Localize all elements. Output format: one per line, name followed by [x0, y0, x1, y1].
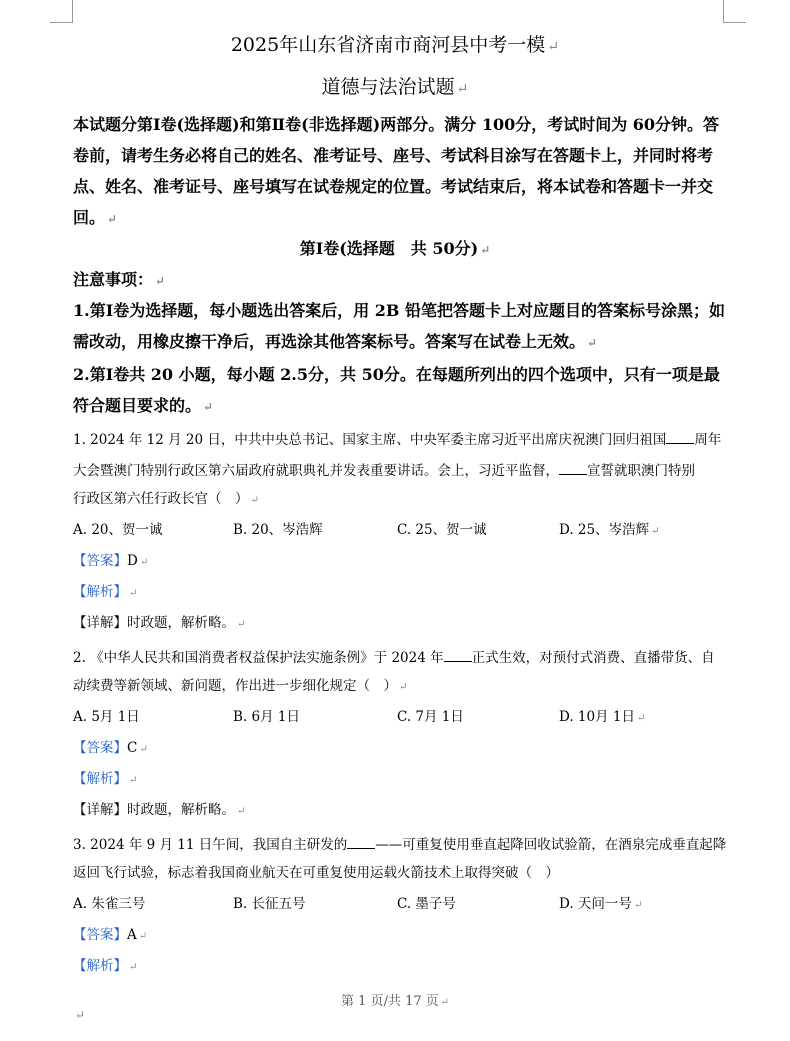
- answer-tag: 【答案】: [73, 553, 127, 569]
- option-d: D. 10月 1日 ↵: [559, 709, 646, 725]
- answer-tag: 【答案】: [73, 927, 127, 943]
- option-b: B. 长征五号: [233, 896, 306, 912]
- detail-row: 【详解】时政题，解析略。 ↵: [73, 615, 246, 631]
- page-footer: 第 1 页/共 17 页 ↵: [341, 994, 449, 1009]
- detail-row: 【详解】时政题，解析略。 ↵: [73, 802, 246, 818]
- answer-row: 【答案】D ↵: [73, 553, 149, 569]
- intro-line: 本试题分第Ⅰ卷(选择题)和第Ⅱ卷(非选择题)两部分。满分 100分，考试时间为 60分钟。答: [73, 115, 720, 134]
- notes-line: 符合题目要求的。 ↵: [73, 396, 214, 415]
- question-1-line: 行政区第六任行政长官（ ） ↵: [73, 491, 259, 507]
- exam-title: 2025年山东省济南市商河县中考一模 ↵: [230, 34, 560, 56]
- option-a: A. 20、贺一诚: [73, 522, 163, 538]
- fill-blank: [666, 431, 694, 444]
- notes-line: 2.第Ⅰ卷共 20 小题，每小题 2.5分，共 50分。在每题所列出的四个选项中，只有一项是最: [73, 365, 720, 384]
- option-b: B. 20、岑浩辉: [233, 522, 323, 538]
- option-c: C. 7月 1日: [397, 709, 464, 725]
- notes-line: 需改动，用橡皮擦干净后，再选涂其他答案标号。答案写在试卷上无效。 ↵: [73, 332, 598, 351]
- analysis-tag: 【解析】: [73, 584, 127, 600]
- option-c: C. 25、贺一诚: [397, 522, 487, 538]
- answer-value: A: [127, 927, 137, 943]
- option-c: C. 墨子号: [397, 896, 456, 912]
- question-2-line: 2. 《中华人民共和国消费者权益保护法实施条例》于 2024 年 正式生效，对预付式消费、直播带货、自: [73, 650, 715, 666]
- answer-value: C: [127, 740, 138, 756]
- top-left-crop-mark: [50, 0, 73, 23]
- question-1-options: [73, 524, 713, 540]
- answer-tag: 【答案】: [73, 740, 127, 756]
- intro-line: 卷前，请考生务必将自己的姓名、准考证号、座号、考试科目涂写在答题卡上，并同时将考: [73, 146, 714, 165]
- question-1-line: 1. 2024 年 12 月 20 日，中共中央总书记、国家主席、中央军委主席习近平出席庆祝澳门回归祖国 周年: [73, 432, 722, 448]
- answer-row: 【答案】C ↵: [73, 740, 148, 756]
- paragraph-mark: ↵: [75, 1008, 86, 1022]
- notes-line: 1.第Ⅰ卷为选择题，每小题选出答案后，用 2B 铅笔把答题卡上对应题目的答案标号涂黑；如: [73, 301, 725, 320]
- question-3-line: 3. 2024 年 9 月 11 日午间，我国自主研发的 ——可重复使用垂直起降回收试验箭，在酒泉完成垂直起降: [73, 837, 727, 853]
- question-3-line: 返回飞行试验，标志着我国商业航天在可重复使用运载火箭技术上取得突破（ ）: [73, 865, 559, 881]
- top-right-crop-mark: [723, 0, 746, 23]
- exam-subtitle: 道德与法治试题 ↵: [321, 76, 469, 98]
- option-d: D. 25、岑浩辉 ↵: [559, 522, 660, 538]
- fill-blank: [444, 649, 472, 662]
- question-2-options: [73, 711, 713, 727]
- intro-line: 回。 ↵: [73, 208, 118, 227]
- answer-row: 【答案】A ↵: [73, 927, 148, 943]
- option-b: B. 6月 1日: [233, 709, 300, 725]
- fill-blank: [347, 836, 375, 849]
- notes-heading: 注意事项： ↵: [73, 270, 166, 289]
- option-a: A. 朱雀三号: [73, 896, 146, 912]
- fill-blank: [559, 462, 587, 475]
- analysis-row: 【解析】 ↵: [73, 771, 138, 787]
- analysis-row: 【解析】 ↵: [73, 584, 138, 600]
- analysis-tag: 【解析】: [73, 958, 127, 974]
- option-d: D. 天问一号 ↵: [559, 896, 643, 912]
- analysis-tag: 【解析】: [73, 771, 127, 787]
- question-3-options: [73, 898, 713, 914]
- intro-line: 点、姓名、准考证号、座号填写在试卷规定的位置。考试结束后，将本试卷和答题卡一并交: [73, 177, 714, 196]
- section-title: 第Ⅰ卷(选择题 共 50分) ↵: [299, 239, 491, 258]
- option-a: A. 5月 1日: [73, 709, 140, 725]
- answer-value: D: [127, 553, 138, 569]
- analysis-row: 【解析】 ↵: [73, 958, 138, 974]
- question-2-line: 动续费等新领域、新问题，作出进一步细化规定（ ） ↵: [73, 678, 408, 694]
- question-1-line: 大会暨澳门特别行政区第六届政府就职典礼并发表重要讲话。会上，习近平监督， 宣誓就职澳门特别: [73, 463, 695, 479]
